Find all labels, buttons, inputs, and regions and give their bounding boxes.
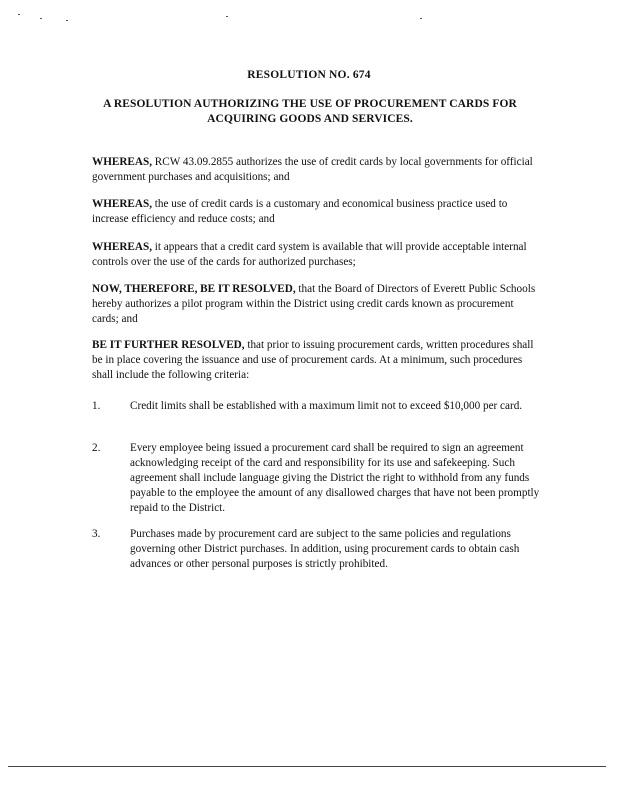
- paragraph-lead: NOW, THEREFORE, BE IT RESOLVED,: [92, 283, 296, 295]
- document-subtitle: A RESOLUTION AUTHORIZING THE USE OF PROCUREMENT CARDS FOR ACQUIRING GOODS AND SERVICES.: [103, 98, 517, 125]
- paragraph-lead: WHEREAS,: [92, 198, 152, 210]
- whereas-paragraph-3: [92, 240, 542, 270]
- further-resolved-paragraph: [92, 338, 542, 383]
- paragraph-text: it appears that a credit card system is available that will provide acceptable internal controls over the use of the cards for authorized purchases;: [92, 241, 527, 268]
- paragraph-lead: WHEREAS,: [92, 156, 152, 168]
- paragraph-lead: BE IT FURTHER RESOLVED,: [92, 339, 245, 351]
- scan-speck: [420, 18, 422, 19]
- item-number: 1.: [92, 400, 101, 412]
- paragraph-text: that the Board of Directors of Everett Public Schools hereby authorizes a pilot program within the District using credit cards known as procurement cards; and: [92, 283, 536, 325]
- whereas-paragraph-1: [92, 155, 542, 185]
- document-title: RESOLUTION NO. 674: [247, 69, 371, 81]
- scan-speck: [18, 14, 20, 15]
- whereas-paragraph-2: [92, 197, 542, 227]
- paragraph-lead: WHEREAS,: [92, 241, 152, 253]
- resolved-paragraph: [92, 282, 542, 327]
- item-text: Credit limits shall be established with a maximum limit not to exceed $10,000 per card.: [130, 400, 523, 412]
- page-bottom-rule: [8, 766, 606, 767]
- paragraph-text: the use of credit cards is a customary and economical business practice used to increase efficiency and reduce costs; and: [92, 198, 508, 225]
- item-text: Purchases made by procurement card are subject to the same policies and regulations governing other District purchases. In addition, using procurement cards to obtain cash advances or other personal purposes is strictly prohibited.: [130, 528, 520, 570]
- paragraph-text: RCW 43.09.2855 authorizes the use of credit cards by local governments for official government purchases and acquisitions; and: [92, 156, 533, 183]
- item-text: Every employee being issued a procurement card shall be required to sign an agreement acknowledging receipt of the card and responsibility for its use and safekeeping. Such agreement shall include language giving the District the right to withhold from any funds payable to the employee the amount of any disallowed charges that have not been promptly repaid to the District.: [130, 442, 540, 514]
- item-number: 3.: [92, 528, 101, 540]
- scan-speck: [226, 16, 228, 17]
- scan-speck: [40, 18, 42, 19]
- item-number: 2.: [92, 442, 101, 454]
- scan-speck: [66, 20, 68, 21]
- paragraph-text: that prior to issuing procurement cards, written procedures shall be in place covering the issuance and use of procurement cards. At a minimum, such procedures shall include the following criteria:: [92, 339, 534, 381]
